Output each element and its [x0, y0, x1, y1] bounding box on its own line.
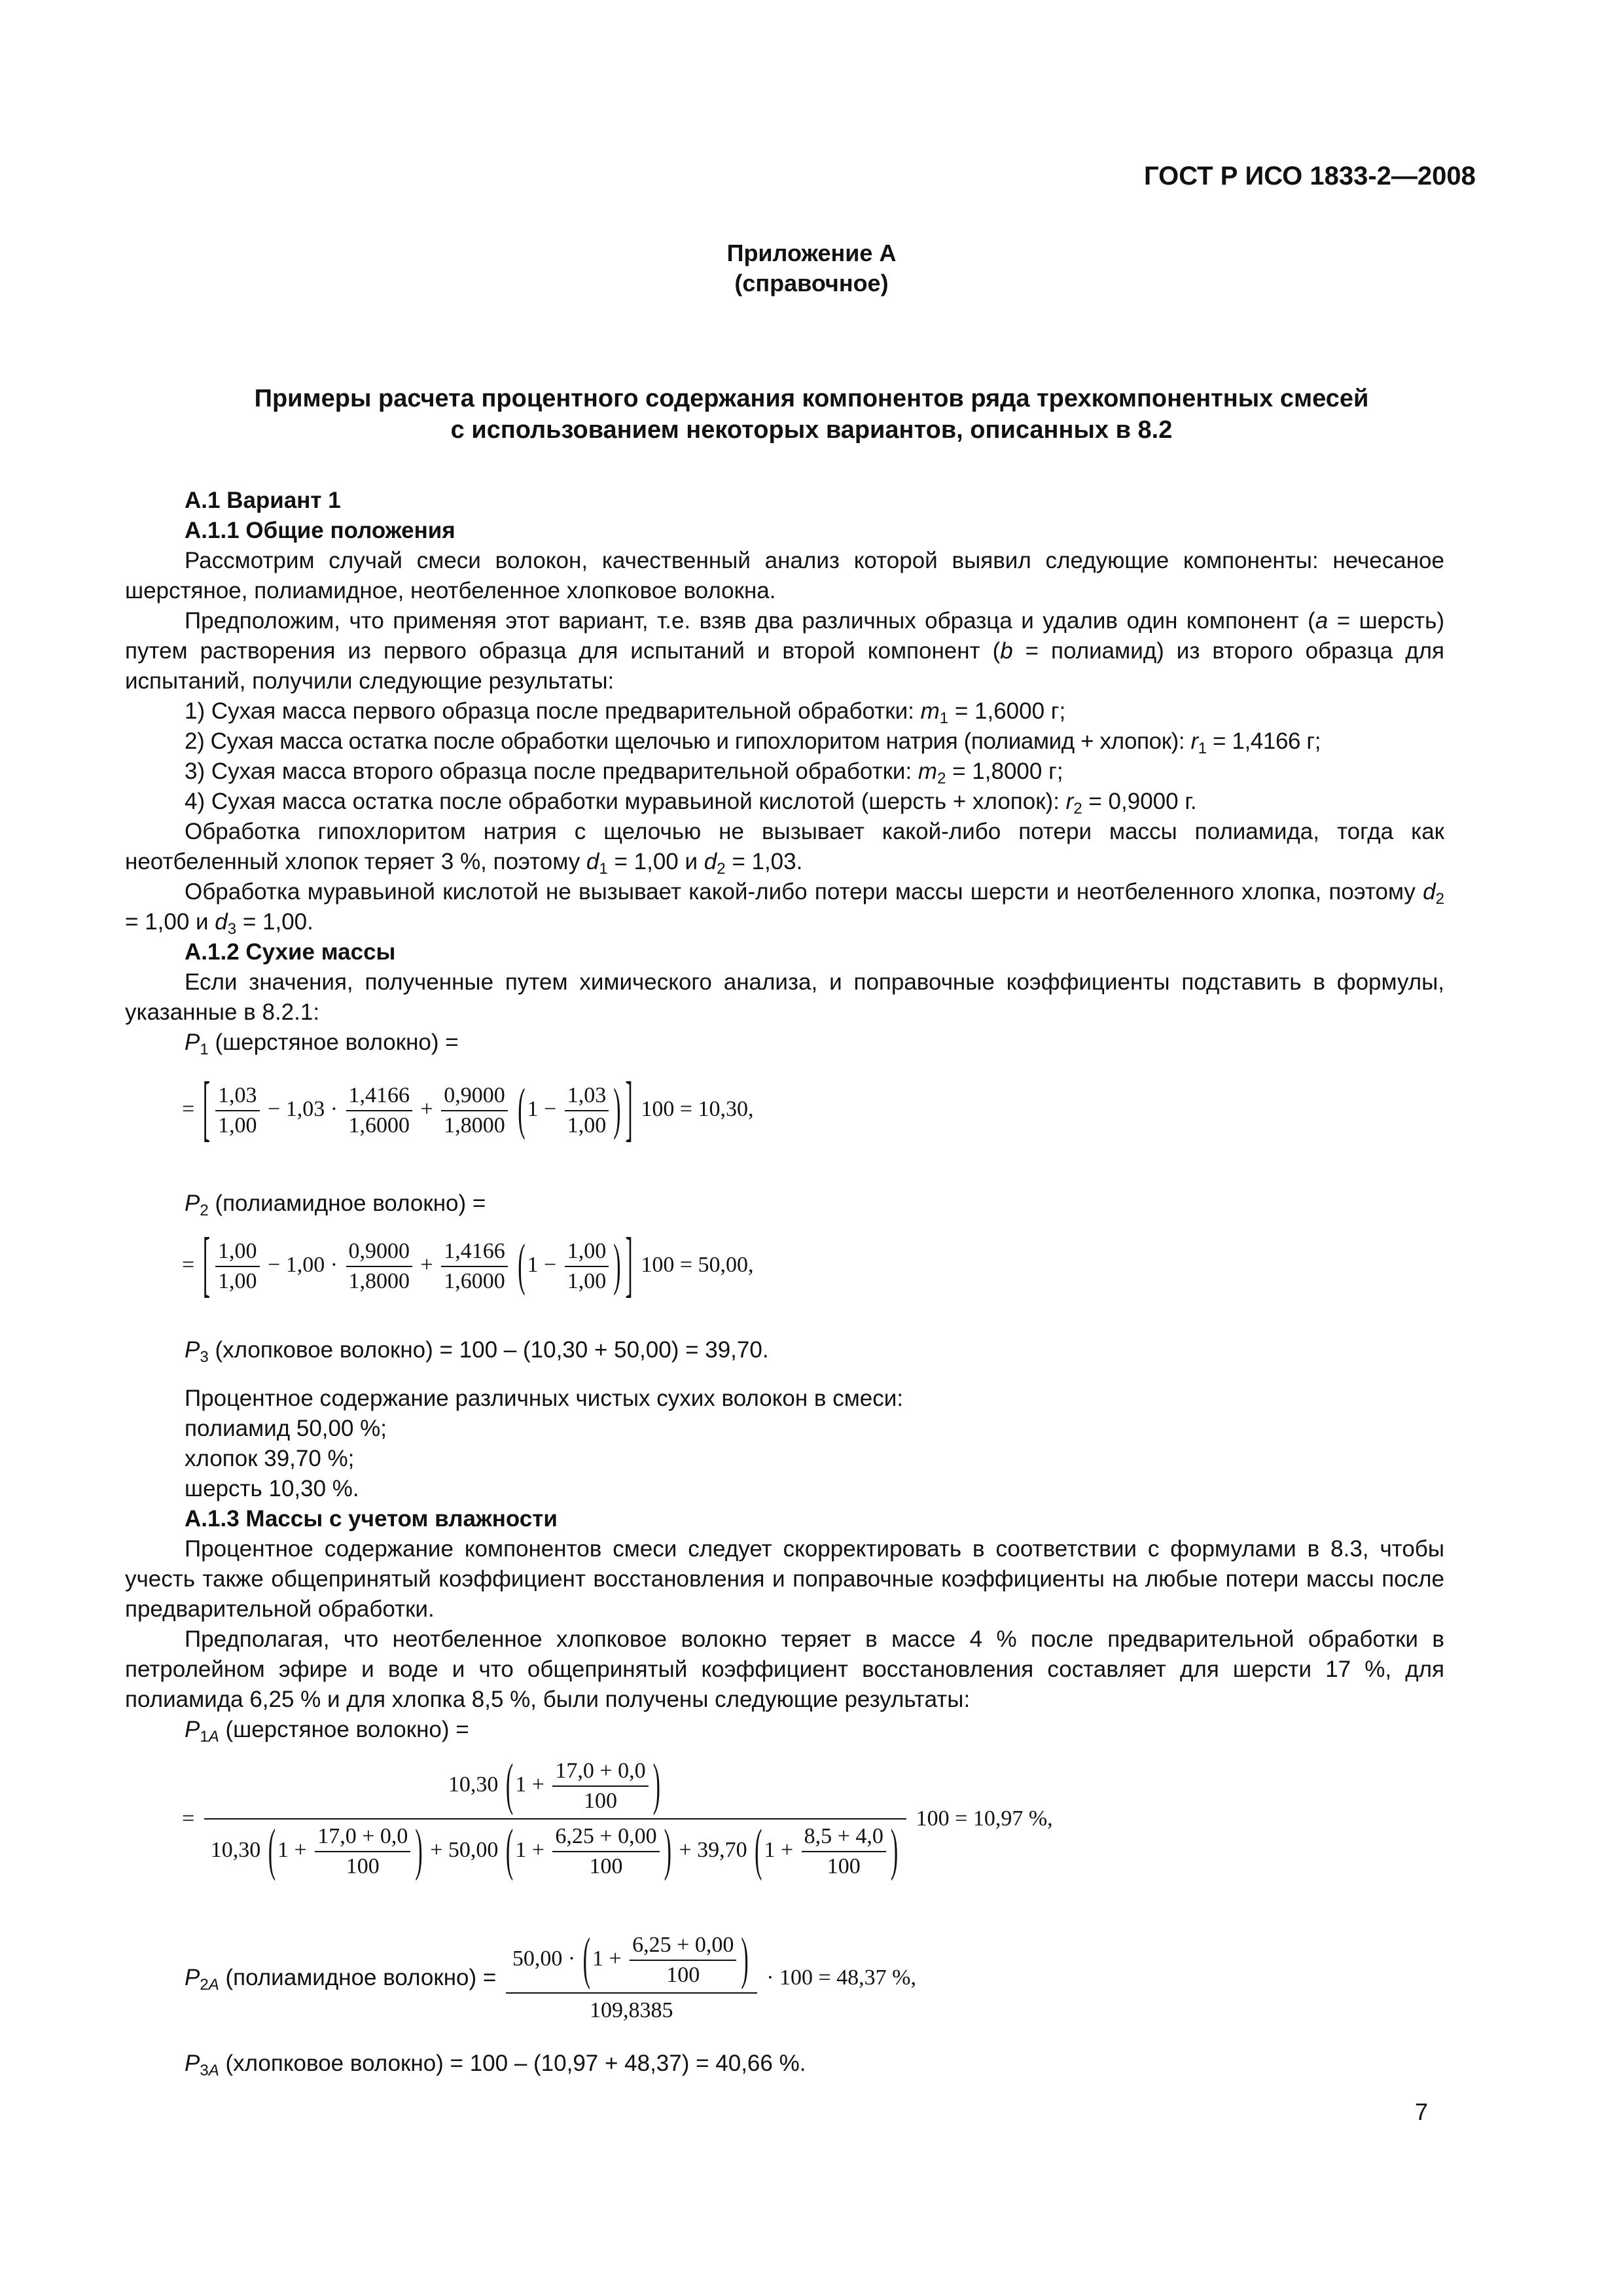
a11-paragraph-2: Предположим, что применяя этот вариант, т.е. взяв два различных образца и удалив один компонент (a = шерсть) путем растворения из первого образца для испытаний и второй компонент (b = полиамид) из второго образца для испытаний, получили следующие результаты:	[125, 608, 1444, 694]
a13-paragraph-1: Процентное содержание компонентов смеси следует скорректировать в соответствии с формулами в 8.3, чтобы учесть также общепринятый коэффициент восстановления и поправочные коэффициенты на любые потери массы после предварительной обработки.	[125, 1536, 1444, 1622]
appendix-title: Приложение А	[726, 240, 897, 266]
heading-a11: А.1.1 Общие положения	[185, 518, 455, 543]
heading-a12: А.1.2 Сухие массы	[185, 939, 396, 965]
summary-text: Процентное содержание различных чистых сухих волокон в смеси:	[185, 1386, 904, 1411]
summary-item-cotton: хлопок 39,70 %;	[185, 1446, 355, 1471]
p3-line: $P_3$ (хлопковое волокно) = 100 – (10,30 + 50,00) = 39,70.	[185, 1337, 769, 1366]
section-a12-rest	[125, 1335, 1444, 1745]
p3a-line: $P_{3A}$ (хлопковое волокно) = 100 – (10,97 + 48,37) = 40,66 %.	[185, 2051, 806, 2079]
page-number: 7	[1415, 2098, 1429, 2125]
equation-p2: = [ $\frac{1,00}{1,00}$ − 1,00 · $\frac{0,9000}{1,8000}$ + $\frac{1,4166}{1,6000}$ (1 − $\frac{1,00}{1,00}$ ) ] 100 = 50,00,	[182, 1225, 754, 1306]
heading-a1: А.1 Вариант 1	[185, 488, 341, 513]
a11-paragraph-4: Обработка муравьиной кислотой не вызывает какой-либо потери массы шерсти и неотбеленного хлопка, поэтому $d_2 = 1,00$ и $d_3 = 1,00$.	[125, 879, 1444, 938]
p1-label: $P_1$ (шерстяное волокно) =	[185, 1030, 459, 1058]
summary-item-wool: шерсть 10,30 %.	[185, 1476, 359, 1501]
a12-paragraph-1: Если значения, полученные путем химического анализа, и поправочные коэффициенты подставить в формулы, указанные в 8.2.1:	[125, 969, 1444, 1025]
p3a-block	[125, 2049, 1444, 2079]
main-title-line1: Примеры расчета процентного содержания компонентов ряда трехкомпонентных смесей	[254, 385, 1369, 412]
a11-item-3: 3) Сухая масса второго образца после предварительной обработки: $m_2 = 1,8000$ г;	[185, 759, 1063, 787]
p2-label-block	[125, 1189, 1444, 1219]
equation-p1: = [ $\frac{1,03}{1,00}$ − 1,03 · $\frac{1,4166}{1,6000}$ + $\frac{0,9000}{1,8000}$ (1 − $\frac{1,03}{1,00}$ ) ] 100 = 10,30,	[182, 1069, 754, 1150]
summary-item-polyamide: полиамид 50,00 %;	[185, 1416, 387, 1441]
a13-paragraph-2: Предполагая, что неотбеленное хлопковое волокно теряет в массе 4 % после предварительной обработки в петролейном эфире и воде и что общепринятый коэффициент восстановления составляет для шерсти 17 %, для полиамида 6,25 % и для хлопка 8,5 %, были получены следующие результаты:	[125, 1626, 1444, 1712]
a11-paragraph-1: Рассмотрим случай смеси волокон, качественный анализ которой выявил следующие компоненты: нечесаное шерстяное, полиамидное, неотбеленное хлопковое волокна.	[125, 548, 1444, 603]
heading-a13: А.1.3 Массы с учетом влажности	[185, 1506, 558, 1532]
a11-paragraph-3: Обработка гипохлоритом натрия с щелочью не вызывает какой-либо потери массы полиамида, тогда как неотбеленный хлопок теряет 3 %, поэтому $d_1 = 1,00$ и $d_2 = 1,03$.	[125, 819, 1444, 878]
equation-p1a: = 10,30 (1 + $\frac{17,0 + 0,0}{100}$ ) 10,30 (1 + $\frac{17,0 + 0,0}{100}$ ) + 50,00 (1 + $\frac{6,25 + 0,00}{100}$ ) + 39,70 (1 + $\frac{8,5 + 4,0}{100}$ ) 100 = 10,97 %,	[182, 1753, 1053, 1882]
appendix-subtitle: (справочное)	[734, 270, 889, 296]
p1a-label: $P_{1A}$ (шерстяное волокно) =	[185, 1717, 469, 1746]
a11-item-2: 2) Сухая масса остатка после обработки щелочью и гипохлоритом натрия (полиамид + хлопок): $r_1 = 1,4166$ г;	[185, 728, 1321, 757]
document-id: ГОСТ Р ИСО 1833-2—2008	[1144, 162, 1476, 190]
p2-label: $P_2$ (полиамидное волокно) =	[185, 1191, 486, 1219]
a11-item-4: 4) Сухая масса остатка после обработки муравьиной кислотой (шерсть + хлопок): $r_2 = 0,9000$ г.	[185, 789, 1197, 817]
main-title-line2: с использованием некоторых вариантов, описанных в 8.2	[450, 416, 1173, 444]
a11-item-1: 1) Сухая масса первого образца после предварительной обработки: $m_1 = 1,6000$ г;	[185, 698, 1066, 727]
section-a1	[125, 486, 1444, 1058]
equation-p2a: $P_{2A}$ (полиамидное волокно) = 50,00 · (1 + $\frac{6,25 + 0,00}{100}$ ) 109,8385 · 100 = 48,37 %,	[185, 1928, 917, 2022]
